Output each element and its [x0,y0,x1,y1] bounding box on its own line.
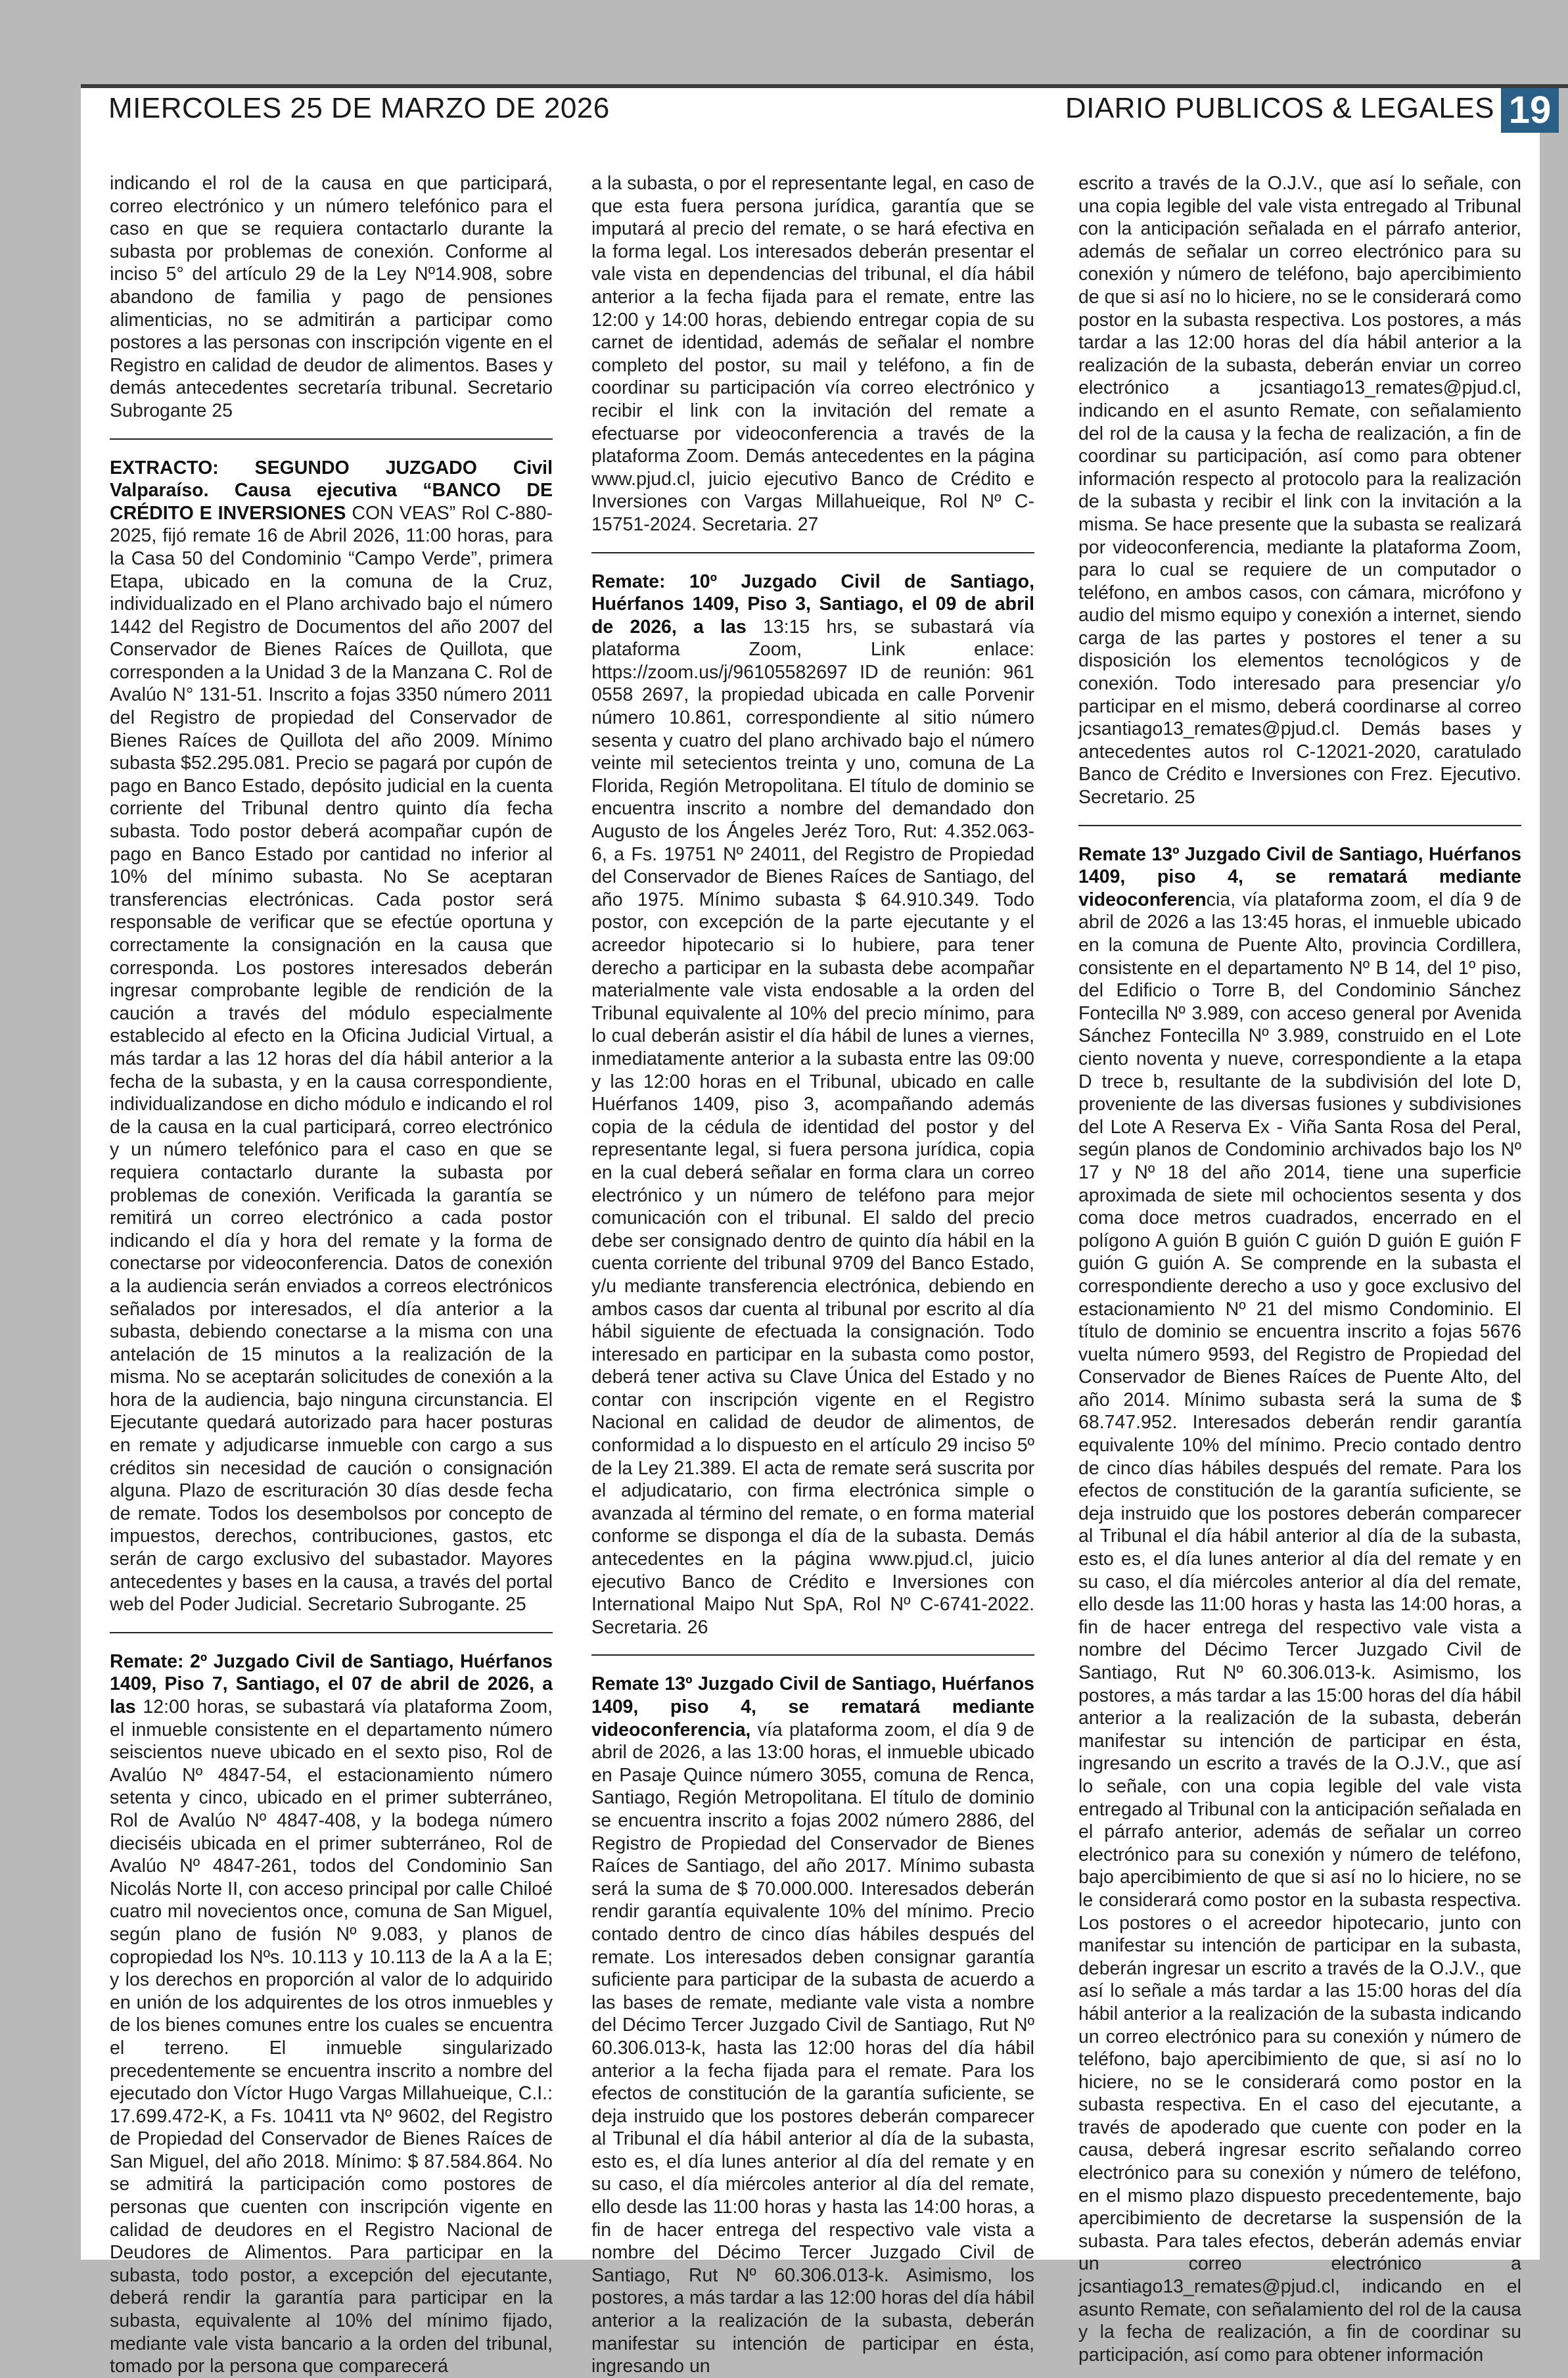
page-number: 19 [1501,88,1559,133]
header-rule [81,84,1568,88]
notice [1078,172,1521,809]
column-1 [110,172,553,2377]
notice [1078,843,1521,2367]
notice [591,571,1034,1639]
notice-body: CON VEAS” Rol C-880-2025, fijó remate 16 de Abril 2026, 11:00 horas, para la Casa 50 del Condominio “Campo Verde”, primera Etapa, ubicado en la comuna de la Cruz, individualizado en el Plano archivado bajo el número 1442 del Registro de Documentos del año 2007 del Conservador de Bienes Raíces de Quillota, que corresponden a la Unidad 3 de la Manzana C. Rol de Avalúo N° 131-51. Inscrito a fojas 3350 número 2011 del Registro de propiedad del Conservador de Bienes Raíces de Quillota del año 2009. Mínimo subasta $52.295.081. Precio se pagará por cupón de pago en Banco Estado, depósito judicial en la cuenta corriente del Tribunal dentro quinto día fecha subasta. Todo postor deberá acompañar cupón de pago en Banco Estado por cantidad no inferior al 10% del mínimo subasta. No Se aceptaran transferencias electrónicas. Cada postor será responsable de verificar que se efectúe oportuna y correctamente la consignación en la causa que corresponda. Los postores interesados deberán ingresar comprobante legible de rendición de la caución a través del módulo especialmente establecido al efecto en la Oficina Judicial Virtual, a más tardar a las 12 horas del día hábil anterior a la fecha de la subasta, y en la causa correspondiente, individualizandose en dicho módulo e indicando el rol de la causa en la cual participará, correo electrónico y un número telefónico para el caso en que se requiera contactarlo durante la subasta por problemas de conexión. Verificada la garantía se remitirá un correo electrónico a cada postor indicando el día y hora del remate y la forma de conectarse por videoconferencia. Datos de conexión a la audiencia serán enviados a correos electrónicos señalados por interesados, el día anterior a la subasta, debiendo conectarse a la misma con una antelación de 15 minutos a la realización de la misma. No se aceptarán solicitudes de conexión a la hora de la audiencia, bajo ninguna circunstancia. El Ejecutante quedará autorizado para hacer posturas en remate y adjudicarse inmueble con cargo a sus créditos sin necesidad de caución o consignación alguna. Plazo de escrituración 30 días desde fecha de remate. Todos los desembolsos por concepto de impuestos, derechos, contribuciones, gastos, etc serán de cargo exclusivo del subastador. Mayores antecedentes y bases en la causa, a través del portal web del Poder Judicial. Secretario Subrogante. 25 [110,502,553,1616]
notice-separator [110,438,553,440]
notice-heading: Remate 13º Juzgado Civil de Santiago, Huérfanos 1409, piso 4, se rematará mediante videoconferencia, [591,1673,1034,1740]
page-header [81,84,1568,133]
notice-heading: Remate 13º Juzgado Civil de Santiago, Huérfanos 1409, piso 4, se rematará mediante videoconferen [1078,843,1521,910]
notice-separator [591,1654,1034,1656]
notice [591,172,1034,536]
notice-body: 12:00 horas, se subastará vía plataforma Zoom, el inmueble consistente en el departamento número seiscientos nueve ubicado en el sexto piso, Rol de Avalúo Nº 4847-54, el estacionamiento número setenta y cinco, ubicado en el primer subterráneo, Rol de Avalúo Nº 4847-408, y la bodega número dieciséis ubicada en el primer subterráneo, Rol de Avalúo Nº 4847-261, todos del Condominio San Nicolás Norte II, con acceso principal por calle Chiloé cuatro mil novecientos once, comuna de San Miguel, según plano de fusión Nº 9.083, y planos de copropiedad los Nºs. 10.113 y 10.113 de la A a la E; y los derechos en proporción al valor de lo adquirido en unión de los adquirentes de los otros inmuebles y de los bienes comunes entre los cuales se encuentra el terreno. El inmueble singularizado precedentemente se encuentra inscrito a nombre del ejecutado don Víctor Hugo Vargas Millahueique, C.I.: 17.699.472-K, a Fs. 10411 vta Nº 9602, del Registro de Propiedad del Conservador de Bienes Raíces de San Miguel, del año 2018. Mínimo: $ 87.584.864. No se admitirá la participación como postores de personas que cuenten con inscripción vigente en calidad de deudores en el Registro Nacional de Deudores de Alimentos. Para participar en la subasta, todo postor, a excepción del ejecutante, deberá rendir la garantía para participar en la subasta, equivalente al 10% del mínimo fijado, mediante vale vista bancario a la orden del tribunal, tomado por la persona que comparecerá [110,1696,553,2377]
notice [110,1650,553,2378]
notice [110,172,553,423]
notice-body: 13:15 hrs, se subastará vía plataforma Zoom, Link enlace: https://zoom.us/j/96105582697 ID de reunión: 961 0558 2697, la propiedad ubicada en calle Porvenir número 10.861, correspondiente al sitio número sesenta y cuatro del plano archivado bajo el número veinte mil setecientos treinta y uno, comuna de La Florida, Región Metropolitana. El título de dominio se encuentra inscrito a nombre del demandado don Augusto de los Ángeles Jeréz Toro, Rut: 4.352.063-6, a Fs. 19751 Nº 24011, del Registro de Propiedad del Conservador de Bienes Raíces de Santiago, del año 1975. Mínimo subasta $ 64.910.349. Todo postor, con excepción de la parte ejecutante y el acreedor hipotecario si lo hubiere, para tener derecho a participar en la subasta debe acompañar materialmente vale vista endosable a la orden del Tribunal equivalente al 10% del precio mínimo, para lo cual deberán asistir el día hábil de lunes a viernes, inmediatamente anterior a la subasta entre las 09:00 y las 12:00 horas en el Tribunal, ubicado en calle Huérfanos 1409, piso 3, acompañando además copia de la cédula de identidad del postor y del representante legal, si fuera persona jurídica, copia en la cual deberá señalar en forma clara un correo electrónico y un número de teléfono para mejor comunicación con el tribunal. El saldo del precio debe ser consignado dentro de quinto día hábil en la cuenta corriente del tribunal 9709 del Banco Estado, y/u mediante transferencia electrónica, debiendo en ambos casos dar cuenta al tribunal por escrito al día hábil siguiente de efectuada la consignación. Todo interesado en participar en la subasta como postor, deberá tener activa su Clave Única del Estado y no contar con inscripción vigente en el Registro Nacional en calidad de deudor de alimentos, de conformidad a lo dispuesto en el artículo 29 inciso 5º de la Ley 21.389. El acta de remate será suscrita por el adjudicatario, con firma electrónica simple o avanzada al término del remate, o en forma material conforme se disponga el día de la subasta. Demás antecedentes en la página www.pjud.cl, juicio ejecutivo Banco de Crédito e Inversiones con International Maipo Nut SpA, Rol Nº C-6741-2022. Secretaria. 26 [591,616,1034,1638]
notice-body: escrito a través de la O.J.V., que así lo señale, con una copia legible del vale vista entregado al Tribunal con la anticipación señalada en el párrafo anterior, además de señalar un correo electrónico para su conexión y número de teléfono, bajo apercibimiento de que si así no lo hiciere, no se le considerará como postor en la subasta respectiva. Los postores, a más tardar a las 12:00 horas del día hábil anterior a la realización de la subasta, deberán enviar un correo electrónico a jcsantiago13_remates@pjud.cl, indicando en el asunto Remate, con señalamiento del rol de la causa y la fecha de realización, a fin de coordinar su participación, así como para obtener información respecto al protocolo para la realización de la subasta y recibir el link con la invitación a la misma. Se hace presente que la subasta se realizará por videoconferencia, mediante la plataforma Zoom, para lo cual se requiere de un computador o teléfono, en ambos casos, con cámara, micrófono y audio del mismo equipo y conexión a internet, siendo carga de las partes y postores el tener a su disposición los elementos tecnológicos y de conexión. Todo interesado para presenciar y/o participar en el mismo, deberá coordinarse al correo jcsantiago13_remates@pjud.cl. Demás bases y antecedentes autos rol C-12021-2020, caratulado Banco de Crédito e Inversiones con Frez. Ejecutivo. Secretario. 25 [1078,173,1521,808]
notice-body: vía plataforma zoom, el día 9 de abril de 2026, a las 13:00 horas, el inmueble ubicado en Pasaje Quince número 3055, comuna de Renca, Santiago, Región Metropolitana. El título de dominio se encuentra inscrito a fojas 2002 número 2886, del Registro de Propiedad del Conservador de Bienes Raíces de Santiago, del año 2017. Mínimo subasta será la suma de $ 70.000.000. Interesados deberán rendir garantía equivalente 10% del mínimo. Precio contado dentro de cinco días hábiles después del remate. Los interesados deben consignar garantía suficiente para participar de la subasta de acuerdo a las bases de remate, mediante vale vista a nombre del Décimo Tercer Juzgado Civil de Santiago, Rut Nº 60.306.013-k, hasta las 12:00 horas del día hábil anterior a la fecha fijada para el remate. Para los efectos de constitución de la garantía suficiente, se deja instruido que los postores deberán comparecer al Tribunal el día hábil anterior al día de la subasta, esto es, el día lunes anterior al día del remate y en su caso, el día miércoles anterior al día del remate, ello desde las 11:00 horas y hasta las 14:00 horas, a fin de hacer entrega del respectivo vale vista a nombre del Décimo Tercer Juzgado Civil de Santiago, Rut Nº 60.306.013-k. Asimismo, los postores, a más tardar a las 12:00 horas del día hábil anterior a la realización de la subasta, deberán manifestar su intención de participar en ésta, ingresando un [591,1719,1034,2377]
notice-heading: Remate: 2º Juzgado Civil de Santiago, Huérfanos 1409, Piso 7, Santiago, el 07 de abril de 2026, a las [110,1650,553,1717]
notice-body: indicando el rol de la causa en que participará, correo electrónico y un número telefónico para el caso en que se requiera contactarlo durante la subasta por problemas de conexión. Conforme al inciso 5° del artículo 29 de la Ley Nº14.908, sobre abandono de familia y pago de pensiones alimenticias, no se admitirán a participar como postores a las personas con inscripción vigente en el Registro en calidad de deudor de alimentos. Bases y demás antecedentes secretaría tribunal. Secretario Subrogante 25 [110,173,553,421]
notice-heading: EXTRACTO: SEGUNDO JUZGADO Civil Valparaíso. Causa ejecutiva “BANCO DE CRÉDITO E INVERSIONES [110,457,553,524]
notice-separator [591,552,1034,553]
notice [591,1673,1034,2377]
notice-separator [110,1632,553,1633]
notice-heading: Remate: 10º Juzgado Civil de Santiago, Huérfanos 1409, Piso 3, Santiago, el 09 de abril de 2026, a las [591,571,1034,638]
header-date: MIERCOLES 25 DE MARZO DE 2026 [108,92,610,124]
notice-body: a la subasta, o por el representante legal, en caso de que esta fuera persona jurídica, garantía que se imputará al precio del remate, o se hará efectiva en la forma legal. Los interesados deberán presentar el vale vista en dependencias del tribunal, el día hábil anterior a la fecha fijada para el remate, entre las 12:00 y 14:00 horas, debiendo entregar copia de su carnet de identidad, además de señalar el nombre completo del postor, su mail y teléfono, a fin de coordinar su participación vía correo electrónico y recibir el link con la invitación del remate a efectuarse por videoconferencia a través de la plataforma Zoom. Demás antecedentes en la página www.pjud.cl, juicio ejecutivo Banco de Crédito e Inversiones con Vargas Millahueique, Rol Nº C-15751-2024. Secretaria. 27 [591,173,1034,535]
notice-separator [1078,825,1521,826]
notice-body: cia, vía plataforma zoom, el día 9 de abril de 2026 a las 13:45 horas, el inmueble ubicado en la comuna de Puente Alto, provincia Cordillera, consistente en el departamento Nº B 14, del 1º piso, del Edificio o Torre B, del Condominio Sánchez Fontecilla Nº 3.989, con acceso general por Avenida Sánchez Fontecilla Nº 3.989, construido en el Lote ciento noventa y nueve, correspondiente a la etapa D trece b, resultante de la subdivisión del lote D, proveniente de las diversas fusiones y subdivisiones del Lote A Reserva Ex - Viña Santa Rosa del Peral, según planos de Condominio archivados bajo los Nº 17 y Nº 18 del año 2014, tiene una superficie aproximada de siete mil ochocientos sesenta y dos coma doce metros cuadrados, encerrado en el polígono A guión B guión C guión D guión E guión F guión G guión A. Se comprende en la subasta el correspondiente derecho a uso y goce exclusivo del estacionamiento Nº 21 del mismo Condominio. El título de dominio se encuentra inscrito a fojas 5676 vuelta número 9593, del Registro de Propiedad del Conservador de Bienes Raíces de Puente Alto, del año 2014. Mínimo subasta será la suma de $ 68.747.952. Interesados deberán rendir garantía equivalente 10% del mínimo. Precio contado dentro de cinco días hábiles después del remate. Para los efectos de constitución de la garantía suficiente, se deja instruido que los postores deberán comparecer al Tribunal el día hábil anterior al día de la subasta, esto es, el día lunes anterior al día del remate y en su caso, el día miércoles anterior al día del remate, ello desde las 11:00 horas y hasta las 14:00 horas, a fin de hacer entrega del respectivo vale vista a nombre del Décimo Tercer Juzgado Civil de Santiago, Rut Nº 60.306.013-k. Asimismo, los postores, a más tardar a las 15:00 horas del día hábil anterior a la realización de la subasta, deberán manifestar su intención de participar en ésta, ingresando un escrito a través de la O.J.V., que así lo señale, con una copia legible del vale vista entregado al Tribunal con la anticipación señalada en el párrafo anterior, además de señalar un correo electrónico para su conexión y número de teléfono, bajo apercibimiento de que si así no lo hiciere, no se le considerará como postor en la subasta respectiva. Los postores o el acreedor hipotecario, junto con manifestar su intención de participar en la subasta, deberán ingresar un escrito a través de la O.J.V., que así lo señale a más tardar a las 15:00 horas del día hábil anterior a la realización de la subasta indicando un correo electrónico para su conexión y número de teléfono, bajo apercibimiento de que, si así no lo hiciere, no se le considerará como postor en la subasta respectiva. En el caso del ejecutante, a través de apoderado que cuente con poder en la causa, deberá ingresar escrito señalando correo electrónico para su conexión y número de teléfono, en el mismo plazo dispuesto precedentemente, bajo apercibimiento de decretarse la suspensión de la subasta. Para tales efectos, deberán además enviar un correo electrónico a jcsantiago13_remates@pjud.cl, indicando en el asunto Remate, con señalamiento del rol de la causa y la fecha de realización, a fin de coordinar su participación, así como para obtener información [1078,889,1521,2366]
notice [110,457,553,1616]
header-publication: DIARIO PUBLICOS & LEGALES [1065,92,1494,124]
column-2 [591,172,1034,2377]
column-3 [1078,172,1521,2366]
